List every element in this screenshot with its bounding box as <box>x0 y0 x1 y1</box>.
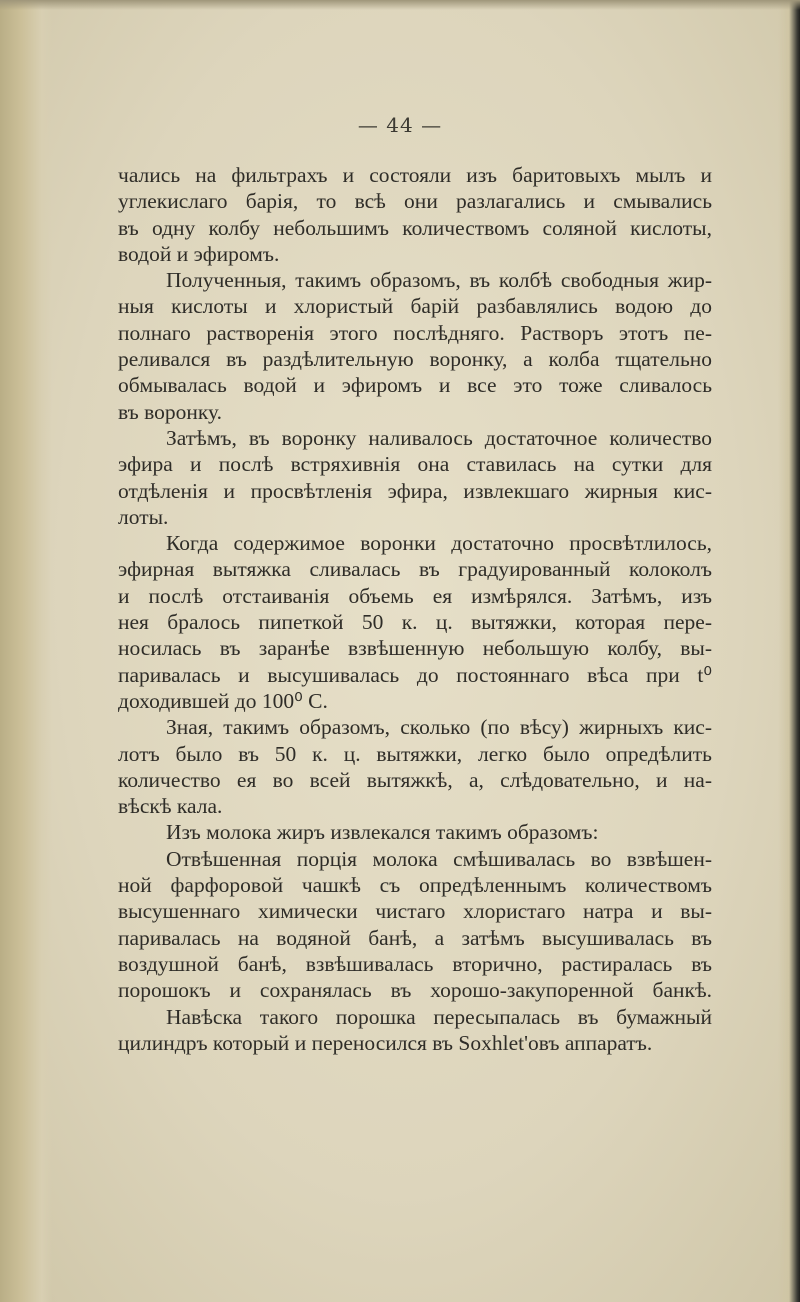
text-line: нея бралось пипеткой 50 к. ц. вытяжки, которая пере- <box>118 610 712 635</box>
text-line: чались на фильтрахъ и состояли изъ баритовыхъ мылъ и <box>118 163 712 187</box>
page-binding-edge <box>0 0 52 1302</box>
text-line: эфира и послѣ встряхивнія она ставилась на сутки для <box>118 452 712 477</box>
text-line: ной фарфоровой чашкѣ съ опредѣленнымъ количествомъ <box>118 873 712 898</box>
text-line: паривалась и высушивалась до постояннаго вѣса при t⁰ <box>118 662 712 687</box>
body-text <box>118 162 712 1056</box>
text-line: эфирная вытяжка сливалась въ градуированный колоколъ <box>118 557 712 582</box>
text-line: въ одну колбу небольшимъ количествомъ соляной кислоты, <box>118 215 712 240</box>
text-line: реливался въ раздѣлительную воронку, а колба тщательно <box>118 347 712 372</box>
text-line: водой и эфиромъ. <box>118 241 280 266</box>
text-line: ныя кислоты и хлористый барій разбавлялись водою до <box>118 294 712 319</box>
paragraph-start-line: Когда содержимое воронки достаточно просвѣтлилось, <box>166 531 712 556</box>
text-line: обмывалась водой и эфиромъ и все это тоже сливалось <box>118 373 712 398</box>
paragraph-start-line: Полученныя, такимъ образомъ, въ колбѣ свободныя жир- <box>166 268 712 293</box>
text-line: высушеннаго химически чистаго хлористаго натра и вы- <box>118 899 712 924</box>
paragraph-start-line: Отвѣшенная порція молока смѣшивалась во взвѣшен- <box>166 846 712 871</box>
text-line: количество ея во всей вытяжкѣ, а, слѣдовательно, и на- <box>118 767 712 792</box>
text-line: носилась въ заранѣе взвѣшенную небольшую колбу, вы- <box>118 636 712 661</box>
text-line: полнаго растворенія этого послѣдняго. Растворъ этотъ пе- <box>118 320 712 345</box>
text-line: доходившей до 100⁰ С. <box>118 688 328 713</box>
text-line: лоты. <box>118 504 169 529</box>
text-line: въ воронку. <box>118 399 222 424</box>
text-line: паривалась на водяной банѣ, а затѣмъ высушивалась въ <box>118 925 712 950</box>
page-top-shadow <box>0 0 800 10</box>
page-number: — 44 — <box>357 113 443 137</box>
paragraph-start-line: Изъ молока жиръ извлекался такимъ образомъ: <box>166 820 599 845</box>
text-line: и послѣ отстаиванія объемь ея измѣрялся. Затѣмъ, изъ <box>118 583 712 608</box>
text-line: отдѣленія и просвѣтленія эфира, извлекшаго жирныя кис- <box>118 478 712 503</box>
page-right-edge <box>778 0 800 1302</box>
paragraph-start-line: Зная, такимъ образомъ, сколько (по вѣсу) жирныхъ кис- <box>166 715 712 740</box>
text-line: цилиндръ который и переносился въ Soxhlet'овъ аппаратъ. <box>118 1030 653 1055</box>
paragraph-start-line: Затѣмъ, въ воронку наливалось достаточное количество <box>166 425 712 450</box>
text-line: воздушной банѣ, взвѣшивалась вторично, растиралась въ <box>118 951 712 976</box>
paragraph-start-line: Навѣска такого порошка пересыпалась въ бумажный <box>166 1004 712 1029</box>
text-line: углекислаго барія, то всѣ они разлагались и смывались <box>118 189 712 214</box>
text-line: порошокъ и сохранялась въ хорошо-закупоренной банкѣ. <box>118 978 712 1003</box>
text-line: вѣскѣ кала. <box>118 794 223 819</box>
text-line: лотъ было въ 50 к. ц. вытяжки, легко было опредѣлить <box>118 741 712 766</box>
